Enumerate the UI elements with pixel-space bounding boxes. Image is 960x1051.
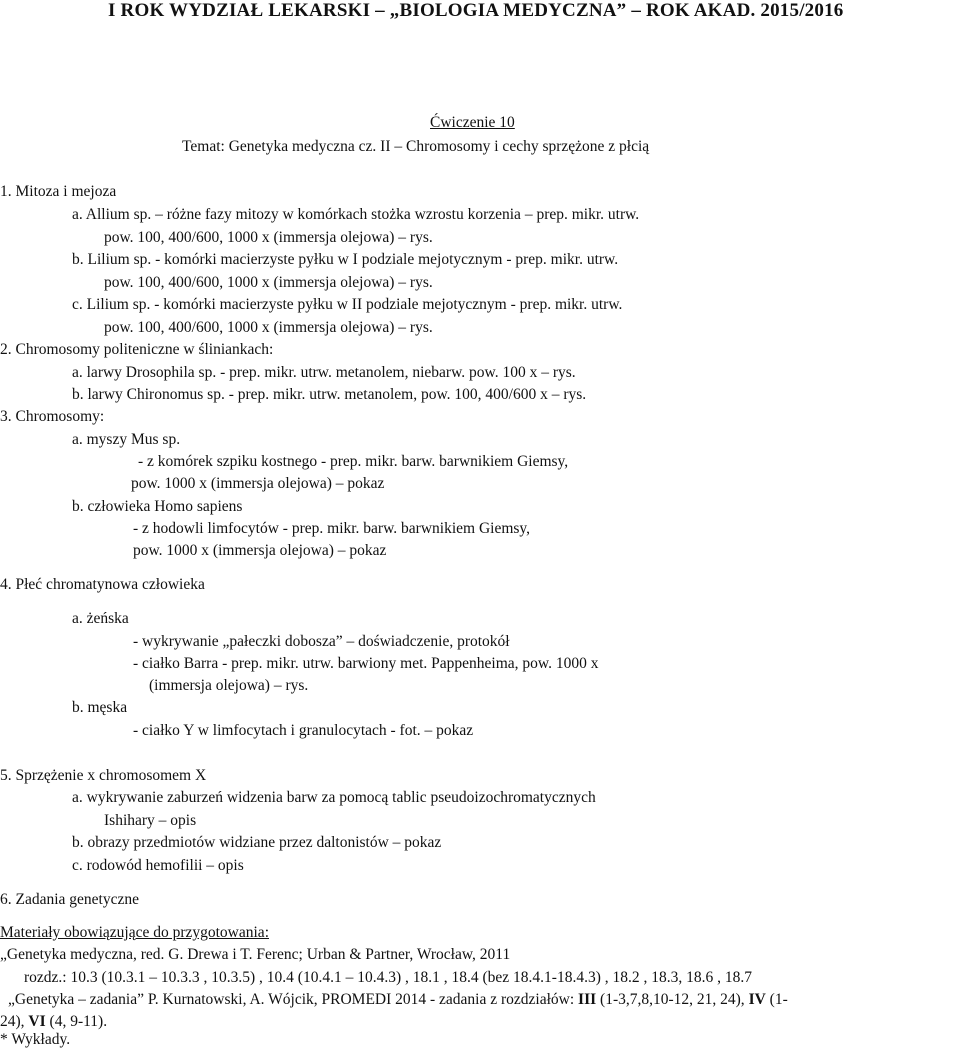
section-5-item-c: c. rodowód hemofilii – opis [72,857,244,874]
section-4-item-b: b. męska [72,699,128,716]
section-1-item-a-detail: pow. 100, 400/600, 1000 x (immersja olejowa) – rys. [104,229,433,246]
section-3-item-a-line1: - z komórek szpiku kostnego - prep. mikr. barw. barwnikiem Giemsy, [138,453,569,470]
section-3-title: 3. Chromosomy: [0,408,105,425]
section-3-item-a-line2: pow. 1000 x (immersja olejowa) – pokaz [131,475,385,492]
section-1-item-b-detail: pow. 100, 400/600, 1000 x (immersja olejowa) – rys. [104,274,433,291]
section-4-item-a-line2: - ciałko Barra - prep. mikr. utrw. barwiony met. Pappenheima, pow. 1000 x [133,655,599,672]
section-4-item-a-line1: - wykrywanie „pałeczki dobosza” – doświadczenie, protokół [133,633,510,650]
materials-book-2-cont [0,1013,107,1031]
section-5-item-a-cont: Ishihary – opis [104,812,197,829]
section-1-item-a: a. Allium sp. – różne fazy mitozy w komórkach stożka wzrostu korzenia – prep. mikr. utrw. [72,206,640,223]
materials-book-2-cont-text: 24), [0,1013,29,1030]
section-2-title: 2. Chromosomy politeniczne w śliniankach: [0,341,274,358]
materials-chapter-range-1: (1-3,7,8,10-12, 21, 24), [596,991,749,1008]
section-5-item-b: b. obrazy przedmiotów widziane przez daltonistów – pokaz [72,834,442,851]
section-3-item-b-line1: - z hodowli limfocytów - prep. mikr. barw. barwnikiem Giemsy, [133,520,531,537]
section-5-title: 5. Sprzężenie x chromosomem X [0,767,207,784]
section-5-item-a: a. wykrywanie zaburzeń widzenia barw za pomocą tablic pseudoizochromatycznych [72,789,596,806]
materials-chapter-roman-3: VI [28,1013,46,1030]
materials-chapter-range-2: (1- [765,991,788,1008]
section-3-item-b-line2: pow. 1000 x (immersja olejowa) – pokaz [133,542,387,559]
materials-title: Materiały obowiązujące do przygotowania: [0,924,269,941]
materials-chapter-roman-2: IV [748,991,766,1008]
materials-book-2-text: „Genetyka – zadania” P. Kurnatowski, A. Wójcik, PROMEDI 2014 - zadania z rozdziałów: [8,991,579,1008]
materials-lectures: * Wykłady. [0,1031,71,1048]
section-4-item-a: a. żeńska [72,610,129,627]
section-6-title: 6. Zadania genetyczne [0,891,139,908]
materials-book-2 [8,991,788,1009]
section-4-item-b-line1: - ciałko Y w limfocytach i granulocytach - fot. – pokaz [133,722,474,739]
materials-chapter-roman-1: III [578,991,597,1008]
exercise-number: Ćwiczenie 10 [430,114,515,131]
materials-chapter-range-3: (4, 9-11). [45,1013,108,1030]
section-4-title: 4. Płeć chromatynowa człowieka [0,576,205,593]
section-1-item-b: b. Lilium sp. - komórki macierzyste pyłku w I podziale mejotycznym - prep. mikr. utrw. [72,251,619,268]
section-2-item-a: a. larwy Drosophila sp. - prep. mikr. utrw. metanolem, niebarw. pow. 100 x – rys. [72,364,576,381]
section-2-item-b: b. larwy Chironomus sp. - prep. mikr. utrw. metanolem, pow. 100, 400/600 x – rys. [72,386,587,403]
section-1-item-c: c. Lilium sp. - komórki macierzyste pyłku w II podziale mejotycznym - prep. mikr. utrw. [72,296,623,313]
section-3-item-b: b. człowieka Homo sapiens [72,498,243,515]
section-4-item-a-line3: (immersja olejowa) – rys. [149,677,309,694]
page-header-title: I ROK WYDZIAŁ LEKARSKI – „BIOLOGIA MEDYCZNA” – ROK AKAD. 2015/2016 [108,0,844,21]
section-1-title: 1. Mitoza i mejoza [0,183,117,200]
materials-chapters: rozdz.: 10.3 (10.3.1 – 10.3.3 , 10.3.5) , 10.4 (10.4.1 – 10.4.3) , 18.1 , 18.4 (bez 18.4.1-18.4.3) , 18.2 , 18.3, 18.6 , 18.7 [24,969,752,986]
materials-book-1: „Genetyka medyczna, red. G. Drewa i T. Ferenc; Urban & Partner, Wrocław, 2011 [0,946,511,963]
section-3-item-a: a. myszy Mus sp. [72,431,181,448]
exercise-topic: Temat: Genetyka medyczna cz. II – Chromosomy i cechy sprzężone z płcią [182,138,650,155]
section-1-item-c-detail: pow. 100, 400/600, 1000 x (immersja olejowa) – rys. [104,319,433,336]
